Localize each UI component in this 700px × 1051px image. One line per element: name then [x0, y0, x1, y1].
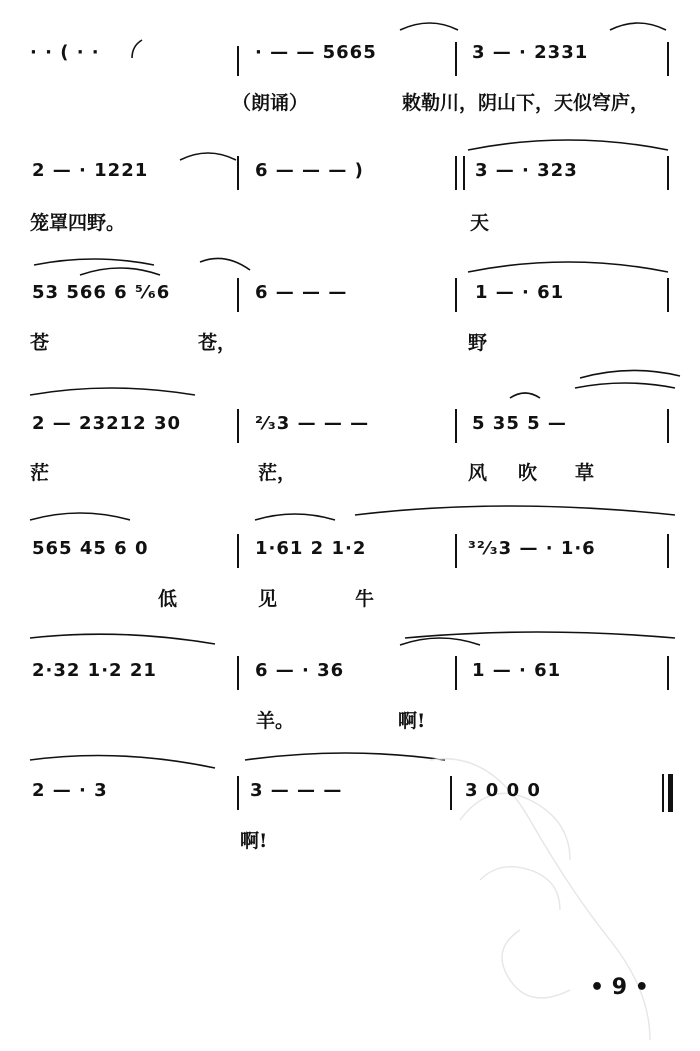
- barline: [455, 656, 457, 690]
- note-group: 3 — · 323: [475, 160, 578, 181]
- barline: [667, 656, 669, 690]
- lyric-text: 茫，: [258, 462, 297, 484]
- final-barline: [662, 774, 664, 812]
- phrase-slur: [575, 383, 675, 388]
- lyric-text: 敕勒川，阴山下，天似穹庐，: [402, 92, 650, 114]
- phrase-slur: [580, 370, 680, 378]
- lyric-text: 风: [468, 462, 488, 484]
- slur: [200, 258, 250, 270]
- bullet-left: •: [590, 975, 605, 1000]
- note-group: 3 — — —: [250, 780, 343, 801]
- barline: [455, 409, 457, 443]
- slur: [255, 514, 335, 520]
- lyric-text: 茫: [30, 462, 50, 484]
- note-group: · · ( · ·: [30, 42, 100, 63]
- barline: [667, 278, 669, 312]
- note-group: 5 35 5 —: [472, 413, 567, 434]
- lyric-text: 苍，: [198, 332, 237, 354]
- barline: [667, 42, 669, 76]
- note-group: 3 0 0 0: [465, 780, 541, 801]
- note-group: · — — 5665: [255, 42, 377, 63]
- page-number-value: 9: [611, 975, 628, 1000]
- phrase-slur: [34, 259, 154, 265]
- tie-arc: [610, 23, 666, 30]
- note-group: 1 — · 61: [475, 282, 565, 303]
- phrase-slur: [405, 632, 675, 638]
- note-group: 2 — 23212 30: [32, 413, 181, 434]
- lyric-text: 天: [470, 212, 490, 234]
- page-number: [590, 975, 649, 1000]
- barline-dashed: [237, 46, 239, 76]
- lyric-text: 野: [468, 332, 488, 354]
- slur: [132, 40, 142, 58]
- barline: [237, 656, 239, 690]
- note-group: 2 — · 1221: [32, 160, 149, 181]
- lyric-text: 草: [575, 462, 595, 484]
- note-group: 6 — · 36: [255, 660, 345, 681]
- note-group: 6 — — —: [255, 282, 348, 303]
- tie-arc: [400, 23, 458, 30]
- note-group: 3 — · 2331: [472, 42, 589, 63]
- tie-arc: [180, 153, 236, 160]
- note-group: ²⁄₃3 — — —: [255, 413, 370, 434]
- slur: [510, 393, 540, 398]
- note-group: 1 — · 61: [472, 660, 562, 681]
- phrase-slur: [30, 756, 215, 769]
- phrase-slur: [468, 262, 668, 272]
- lyric-text: 羊。: [256, 710, 295, 732]
- final-barline-thick: [668, 774, 673, 812]
- barline: [667, 409, 669, 443]
- lyric-text: 见: [258, 588, 278, 610]
- phrase-slur: [245, 753, 445, 760]
- barline-dashed: [237, 409, 239, 443]
- note-group: 53 566 6 ⁵⁄₆6: [32, 282, 171, 303]
- note-group: ³²⁄₃3 — · 1·6: [468, 538, 596, 559]
- lyric-text: 吹: [518, 462, 538, 484]
- slur: [400, 638, 480, 645]
- phrase-slur: [30, 634, 215, 644]
- barline: [237, 534, 239, 568]
- lyric-text: 低: [158, 588, 178, 610]
- lyric-text: 啊!: [240, 830, 268, 852]
- lyric-text: 啊!: [398, 710, 426, 732]
- barline: [667, 156, 669, 190]
- lyric-text: 苍: [30, 332, 50, 354]
- barline-dashed: [237, 278, 239, 312]
- lyric-text: 笼罩四野。: [30, 212, 126, 234]
- bullet-right: •: [634, 975, 649, 1000]
- phrase-slur: [30, 388, 195, 395]
- barline: [455, 42, 457, 76]
- barline: [455, 156, 457, 190]
- phrase-slur: [355, 506, 675, 515]
- barline: [450, 776, 452, 810]
- note-group: 1·61 2 1·2: [255, 538, 367, 559]
- barline: [237, 776, 239, 810]
- note-group: 2 — · 3: [32, 780, 108, 801]
- barline: [455, 534, 457, 568]
- note-group: 565 45 6 0: [32, 538, 149, 559]
- barline: [463, 156, 465, 190]
- note-group: 2·32 1·2 21: [32, 660, 157, 681]
- phrase-slur: [468, 140, 668, 150]
- barline: [455, 278, 457, 312]
- barline: [667, 534, 669, 568]
- slur: [30, 513, 130, 520]
- lyric-text: 牛: [355, 588, 375, 610]
- lyric-text: （朗诵）: [232, 92, 309, 114]
- barline: [237, 156, 239, 190]
- slur: [80, 268, 160, 275]
- note-group: 6 — — — ): [255, 160, 364, 181]
